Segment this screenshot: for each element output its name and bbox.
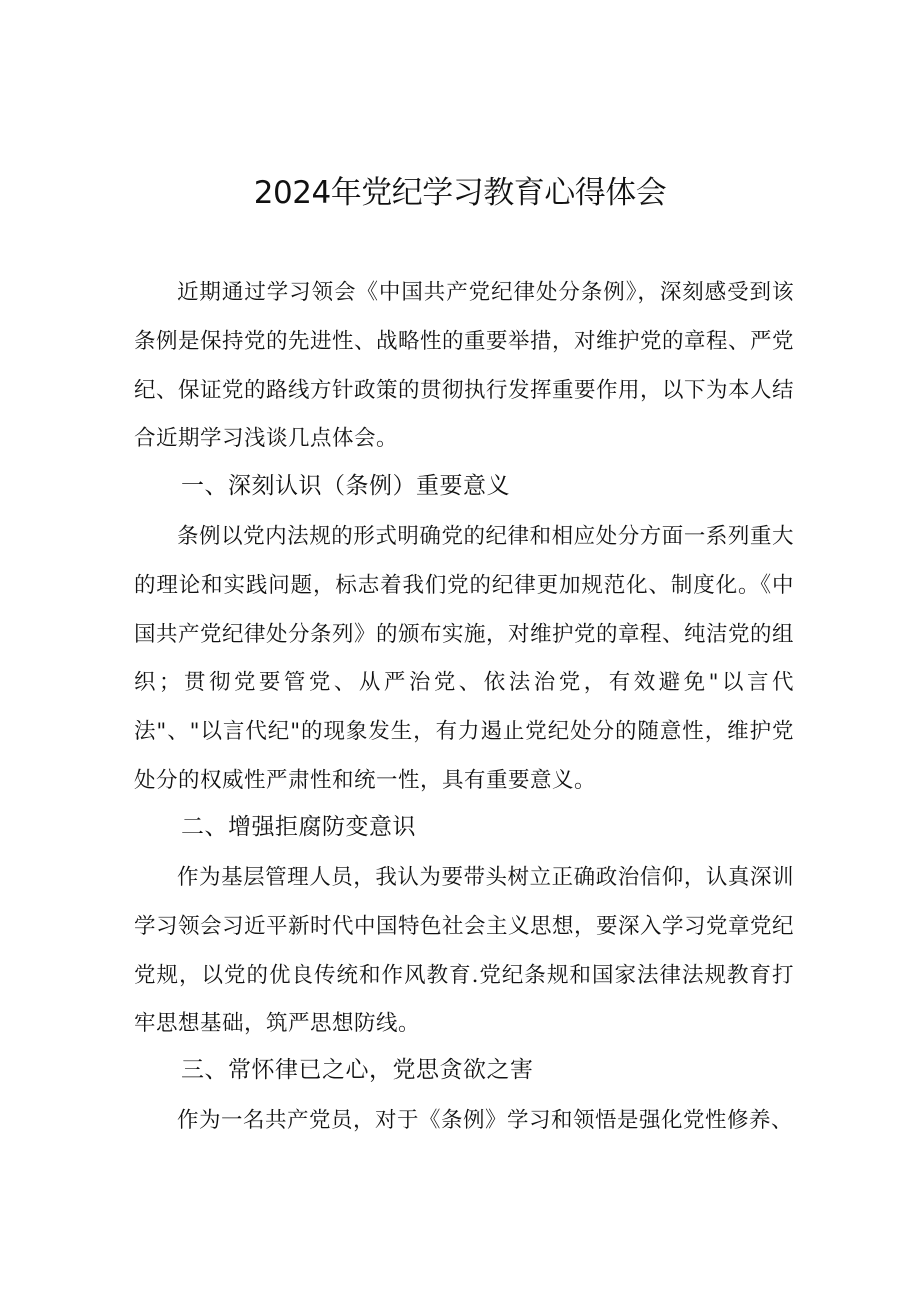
section-3-paragraph: 作为一名共产党员，对于《条例》学习和领悟是强化党性修养、 [177, 1108, 794, 1133]
section-1-paragraph: 条例以党内法规的形式明确党的纪律和相应处分方面一系列重大的理论和实践问题，标志着我们党的纪律更加规范化、制度化。《中国共产党纪律处分条列》的颁布实施，对维护党的章程、纯洁党的组织；贯彻党要管党、从严治党、依法治党，有效避免"以言代法"、"以言代纪"的现象发生，有力遏止党纪处分的随意性，维护党处分的权威性严肃性和统一性，具有重要意义。 [134, 524, 795, 793]
section-heading-1: 一、深刻认识（条例）重要意义 [181, 473, 510, 499]
section-heading-2: 二、增强拒腐防变意识 [181, 814, 416, 840]
section-heading-3: 三、常怀律已之心，党思贪欲之害 [181, 1057, 534, 1083]
document-title: 2024年党纪学习教育心得体会 [253, 175, 667, 211]
section-2-paragraph: 作为基层管理人员，我认为要带头树立正确政治信仰，认真深训学习领会习近平新时代中国特色社会主义思想，要深入学习党章党纪党规，以党的优良传统和作风教育.党纪条规和国家法律法规教育打牢思想基础，筑严思想防线。 [134, 865, 795, 1037]
intro-paragraph: 近期通过学习领会《中国共产党纪律处分条例》，深刻感受到该条例是保持党的先进性、战略性的重要举措，对维护党的章程、严党纪、保证党的路线方针政策的贯彻执行发挥重要作用，以下为本人结合近期学习浅谈几点体会。 [134, 280, 795, 452]
